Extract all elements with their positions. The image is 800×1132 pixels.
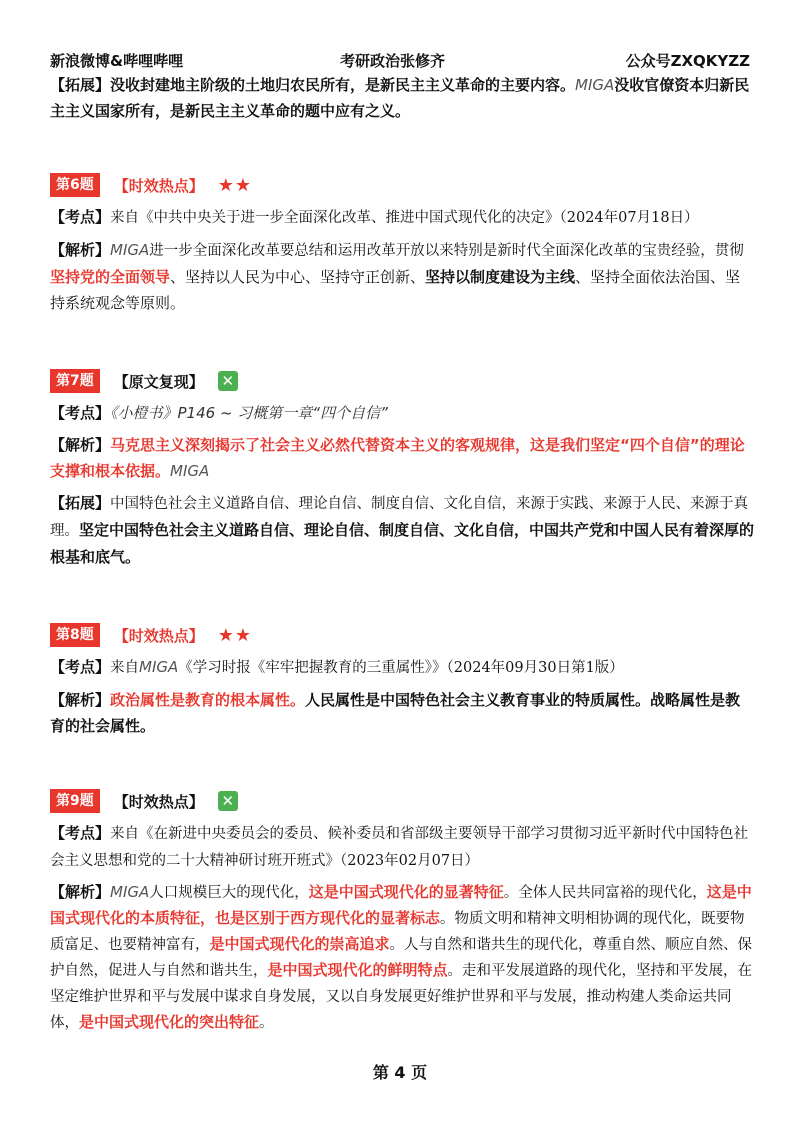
exam-point bbox=[50, 204, 755, 231]
analysis-label: 【解析】 bbox=[50, 691, 111, 709]
intro-paragraph bbox=[50, 72, 755, 124]
analysis-label: 【解析】 bbox=[50, 241, 111, 259]
analysis bbox=[50, 432, 755, 484]
page-number: 第 4 页 bbox=[372, 1063, 428, 1082]
question-tag: 【时效热点】 bbox=[113, 626, 204, 645]
exam-point-text: 《小橙书》P146 ~ 习概第一章“四个自信” bbox=[110, 404, 388, 422]
exam-point bbox=[50, 654, 755, 681]
question-9 bbox=[50, 788, 755, 1042]
expansion bbox=[50, 490, 755, 570]
analysis-text: 、坚持全面依法治国、坚持系统观念等原则。 bbox=[50, 268, 741, 312]
analysis-text: 人口规模巨大的现代化， bbox=[149, 885, 309, 901]
miga-mark: MIGA bbox=[170, 462, 210, 480]
expansion-text: 中国特色社会主义道路自信、理论自信、制度自信、文化自信，来源于实践、来源于人民、来源于真理。 bbox=[50, 496, 749, 539]
analysis-highlight: 是中国式现代化的崇高追求 bbox=[209, 935, 390, 953]
intro-text: 没收封建地主阶级的土地归农民所有，是新民主主义革命的主要内容。 bbox=[110, 76, 576, 94]
analysis-highlight: 这是中国式现代化的本质特征，也是区别于西方现代化的显著标志 bbox=[50, 883, 752, 927]
intro-section bbox=[50, 72, 755, 130]
analysis bbox=[50, 880, 755, 1036]
exam-point bbox=[50, 400, 755, 426]
header-left: 新浪微博&哔哩哔哩 bbox=[50, 52, 184, 70]
question-7 bbox=[50, 368, 755, 576]
exam-point-text: 来自 bbox=[110, 660, 140, 676]
exam-point-label: 【考点】 bbox=[50, 824, 111, 842]
question-number-badge: 第6题 bbox=[50, 173, 100, 197]
question-header bbox=[50, 788, 755, 814]
analysis-text: 。全体人民共同富裕的现代化， bbox=[503, 885, 707, 901]
exam-point-text: 来自《在新进中央委员会的委员、候补委员和省部级主要领导干部学习贯彻习近平新时代中国特色社会主义思想和党的二十大精神研讨班开班式》（2023年02月07日） bbox=[50, 826, 749, 869]
question-header bbox=[50, 622, 755, 648]
page-header bbox=[50, 50, 750, 72]
exam-point-label: 【考点】 bbox=[50, 658, 111, 676]
analysis-bold: 坚持以制度建设为主线 bbox=[425, 268, 576, 286]
intro-text-2: 没收官僚资本归新民主主义国家所有，是新民主主义革命的题中应有之义。 bbox=[50, 76, 750, 120]
expansion-bold: 坚定中国特色社会主义道路自信、理论自信、制度自信、文化自信，中国共产党和中国人民有着深厚的根基和底气。 bbox=[50, 521, 755, 566]
question-tag: 【时效热点】 bbox=[113, 792, 204, 811]
question-number-badge: 第8题 bbox=[50, 623, 100, 647]
miga-mark: MIGA bbox=[139, 658, 179, 676]
question-6 bbox=[50, 172, 755, 322]
cross-mark-icon: ✕ bbox=[218, 791, 238, 811]
analysis bbox=[50, 687, 755, 739]
exam-point-label: 【考点】 bbox=[50, 208, 111, 226]
question-header bbox=[50, 172, 755, 198]
cross-mark-icon: ✕ bbox=[218, 371, 238, 391]
analysis-highlight: 坚持党的全面领导 bbox=[50, 268, 171, 286]
star-rating-icon: ★★ bbox=[217, 174, 253, 196]
analysis bbox=[50, 237, 755, 316]
intro-label: 【拓展】 bbox=[50, 76, 111, 94]
analysis-text: 。人与自然和谐共生的现代化，尊重自然、顺应自然、保护自然，促进人与自然和谐共生， bbox=[50, 937, 753, 979]
question-tag: 【时效热点】 bbox=[113, 176, 204, 195]
analysis-label: 【解析】 bbox=[50, 436, 111, 454]
question-8 bbox=[50, 622, 755, 745]
question-header bbox=[50, 368, 755, 394]
analysis-highlight: 这是中国式现代化的显著特征 bbox=[308, 883, 504, 901]
analysis-text: 。物质文明和精神文明相协调的现代化，既要物质富足、也要精神富有， bbox=[50, 911, 745, 953]
analysis-text: 。走和平发展道路的现代化，坚持和平发展，在坚定维护世界和平与发展中谋求自身发展，又以自身发展更好维护世界和平与发展，推动构建人类命运共同体， bbox=[50, 963, 753, 1031]
analysis-text: 、坚持以人民为中心、坚持守正创新、 bbox=[170, 268, 426, 286]
question-number-badge: 第7题 bbox=[50, 369, 100, 393]
exam-point-text: 《学习时报《牢牢把握教育的三重属性》》（2024年09月30日第1版） bbox=[178, 660, 624, 676]
analysis-highlight: 政治属性是教育的根本属性。 bbox=[110, 691, 306, 709]
exam-point-text: 来自《中共中央关于进一步全面深化改革、推进中国式现代化的决定》（2024年07月18日） bbox=[110, 210, 699, 226]
analysis-text: 。 bbox=[259, 1015, 274, 1031]
star-rating-icon: ★★ bbox=[217, 624, 253, 646]
exam-point-label: 【考点】 bbox=[50, 404, 111, 422]
expansion-label: 【拓展】 bbox=[50, 494, 111, 512]
miga-mark: MIGA bbox=[575, 76, 615, 94]
analysis-text: 进一步全面深化改革要总结和运用改革开放以来特别是新时代全面深化改革的宝贵经验，贯彻 bbox=[149, 243, 744, 259]
header-center: 考研政治张修齐 bbox=[340, 52, 446, 70]
miga-mark: MIGA bbox=[110, 241, 150, 259]
analysis-label: 【解析】 bbox=[50, 883, 111, 901]
analysis-highlight: 马克思主义深刻揭示了社会主义必然代替资本主义的客观规律，这是我们坚定“四个自信”的理论支撑和根本依据。 bbox=[50, 436, 745, 480]
exam-point bbox=[50, 820, 755, 874]
header-right: 公众号ZXQKYZZ bbox=[625, 52, 750, 70]
analysis-highlight: 是中国式现代化的突出特征 bbox=[79, 1013, 260, 1031]
analysis-bold: 人民属性是中国特色社会主义教育事业的特质属性。战略属性是教育的社会属性。 bbox=[50, 691, 741, 735]
question-tag: 【原文复现】 bbox=[113, 372, 204, 391]
miga-mark: MIGA bbox=[110, 883, 150, 901]
analysis-highlight: 是中国式现代化的鲜明特点 bbox=[267, 961, 448, 979]
question-number-badge: 第9题 bbox=[50, 789, 100, 813]
